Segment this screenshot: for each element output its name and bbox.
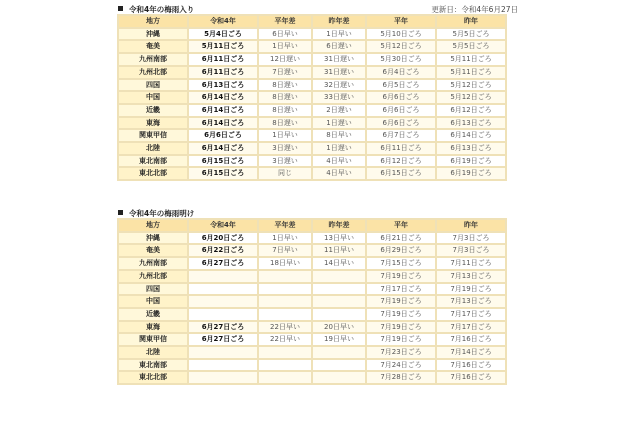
cell-diff-normal: 8日遅い: [259, 92, 311, 103]
column-header-diff-last-year: 昨年差: [313, 220, 365, 231]
table-header-row: [119, 220, 505, 231]
cell-current: [189, 271, 257, 282]
column-header-last-year: 昨年: [437, 16, 505, 27]
cell-last-year: 7月11日ごろ: [437, 258, 505, 269]
cell-region: 東海: [119, 118, 187, 129]
cell-normal: 6月29日ごろ: [367, 245, 435, 256]
cell-diff-normal: 8日遅い: [259, 105, 311, 116]
cell-normal: 7月19日ごろ: [367, 309, 435, 320]
cell-diff-last-year: 1日遅い: [313, 143, 365, 154]
cell-diff-last-year: 33日遅い: [313, 92, 365, 103]
column-header-diff-normal: 平年差: [259, 16, 311, 27]
cell-normal: 7月19日ごろ: [367, 334, 435, 345]
cell-diff-last-year: 8日早い: [313, 130, 365, 141]
cell-last-year: 7月13日ごろ: [437, 296, 505, 307]
cell-current: 6月15日ごろ: [189, 156, 257, 167]
cell-current: 6月14日ごろ: [189, 118, 257, 129]
cell-diff-last-year: [313, 284, 365, 295]
cell-diff-normal: 1日早い: [259, 130, 311, 141]
cell-region: 沖縄: [119, 233, 187, 244]
column-header-diff-last-year: 昨年差: [313, 16, 365, 27]
cell-diff-last-year: 13日早い: [313, 233, 365, 244]
cell-last-year: 7月3日ごろ: [437, 233, 505, 244]
cell-region: 奄美: [119, 41, 187, 52]
cell-last-year: 6月12日ごろ: [437, 105, 505, 116]
cell-normal: 7月19日ごろ: [367, 322, 435, 333]
cell-diff-last-year: 1日早い: [313, 29, 365, 40]
column-header-normal: 平年: [367, 16, 435, 27]
cell-last-year: 7月16日ごろ: [437, 372, 505, 383]
table-row: [119, 309, 505, 320]
square-bullet-icon: [118, 6, 123, 11]
cell-current: [189, 309, 257, 320]
cell-diff-last-year: [313, 360, 365, 371]
cell-diff-normal: 18日早い: [259, 258, 311, 269]
cell-current: 6月22日ごろ: [189, 245, 257, 256]
cell-diff-last-year: 11日早い: [313, 245, 365, 256]
table-row: [119, 372, 505, 383]
cell-last-year: 5月12日ごろ: [437, 80, 505, 91]
table-row: [119, 41, 505, 52]
cell-current: 6月14日ごろ: [189, 143, 257, 154]
cell-current: [189, 296, 257, 307]
cell-diff-normal: 6日早い: [259, 29, 311, 40]
cell-current: 6月13日ごろ: [189, 80, 257, 91]
cell-normal: 6月6日ごろ: [367, 105, 435, 116]
cell-last-year: 5月11日ごろ: [437, 67, 505, 78]
table-row: [119, 105, 505, 116]
cell-diff-normal: 8日遅い: [259, 80, 311, 91]
cell-normal: 6月15日ごろ: [367, 168, 435, 179]
cell-region: 東北北部: [119, 168, 187, 179]
end-table: [117, 218, 507, 385]
cell-diff-last-year: 4日早い: [313, 168, 365, 179]
cell-diff-normal: [259, 347, 311, 358]
cell-current: 6月20日ごろ: [189, 233, 257, 244]
cell-diff-last-year: 19日早い: [313, 334, 365, 345]
cell-normal: 6月6日ごろ: [367, 118, 435, 129]
cell-last-year: 7月13日ごろ: [437, 271, 505, 282]
column-header-current: 令和4年: [189, 16, 257, 27]
cell-current: 6月15日ごろ: [189, 168, 257, 179]
cell-region: 奄美: [119, 245, 187, 256]
cell-last-year: 7月3日ごろ: [437, 245, 505, 256]
cell-diff-last-year: 1日遅い: [313, 118, 365, 129]
cell-diff-normal: 1日早い: [259, 41, 311, 52]
cell-region: 四国: [119, 284, 187, 295]
table-row: [119, 284, 505, 295]
cell-diff-normal: [259, 360, 311, 371]
cell-last-year: 6月14日ごろ: [437, 130, 505, 141]
cell-normal: 7月19日ごろ: [367, 296, 435, 307]
cell-diff-normal: 3日遅い: [259, 143, 311, 154]
cell-last-year: 7月16日ごろ: [437, 334, 505, 345]
cell-current: 6月27日ごろ: [189, 322, 257, 333]
cell-region: 北陸: [119, 143, 187, 154]
cell-normal: 6月11日ごろ: [367, 143, 435, 154]
cell-diff-last-year: [313, 372, 365, 383]
cell-region: 中国: [119, 92, 187, 103]
table-row: [119, 258, 505, 269]
cell-last-year: 6月13日ごろ: [437, 143, 505, 154]
cell-normal: 6月21日ごろ: [367, 233, 435, 244]
cell-last-year: 7月14日ごろ: [437, 347, 505, 358]
cell-normal: 5月30日ごろ: [367, 54, 435, 65]
onset-title-text: 令和4年の梅雨入り: [129, 5, 195, 14]
table-row: [119, 334, 505, 345]
cell-diff-last-year: 20日早い: [313, 322, 365, 333]
cell-last-year: 5月5日ごろ: [437, 29, 505, 40]
table-row: [119, 271, 505, 282]
table-row: [119, 168, 505, 179]
table-row: [119, 67, 505, 78]
cell-current: 6月14日ごろ: [189, 105, 257, 116]
cell-diff-normal: 7日早い: [259, 245, 311, 256]
square-bullet-icon: [118, 210, 123, 215]
cell-diff-normal: [259, 271, 311, 282]
updated-date-text: 更新日：令和4年6月27日: [431, 5, 518, 14]
cell-region: 近畿: [119, 105, 187, 116]
column-header-last-year: 昨年: [437, 220, 505, 231]
cell-normal: 6月7日ごろ: [367, 130, 435, 141]
column-header-normal: 平年: [367, 220, 435, 231]
cell-diff-last-year: 6日遅い: [313, 41, 365, 52]
cell-diff-last-year: 2日遅い: [313, 105, 365, 116]
cell-region: 九州北部: [119, 67, 187, 78]
cell-current: 6月11日ごろ: [189, 54, 257, 65]
cell-last-year: 7月17日ごろ: [437, 322, 505, 333]
cell-diff-normal: 22日早い: [259, 334, 311, 345]
cell-current: 5月4日ごろ: [189, 29, 257, 40]
cell-last-year: 5月12日ごろ: [437, 92, 505, 103]
cell-current: 6月6日ごろ: [189, 130, 257, 141]
cell-diff-normal: [259, 309, 311, 320]
cell-region: 関東甲信: [119, 130, 187, 141]
table-row: [119, 130, 505, 141]
cell-normal: 7月19日ごろ: [367, 271, 435, 282]
table-row: [119, 118, 505, 129]
cell-normal: 7月28日ごろ: [367, 372, 435, 383]
cell-region: 九州南部: [119, 258, 187, 269]
table-row: [119, 80, 505, 91]
cell-current: 5月11日ごろ: [189, 41, 257, 52]
cell-diff-last-year: 14日早い: [313, 258, 365, 269]
cell-last-year: 5月11日ごろ: [437, 54, 505, 65]
table-row: [119, 156, 505, 167]
cell-diff-normal: 3日遅い: [259, 156, 311, 167]
table-row: [119, 296, 505, 307]
table-row: [119, 233, 505, 244]
cell-diff-normal: 12日遅い: [259, 54, 311, 65]
cell-region: 九州南部: [119, 54, 187, 65]
cell-normal: 7月15日ごろ: [367, 258, 435, 269]
cell-diff-last-year: 4日早い: [313, 156, 365, 167]
cell-region: 東北北部: [119, 372, 187, 383]
cell-region: 東北南部: [119, 156, 187, 167]
end-title-text: 令和4年の梅雨明け: [129, 209, 195, 218]
cell-normal: 7月17日ごろ: [367, 284, 435, 295]
cell-last-year: 6月19日ごろ: [437, 156, 505, 167]
cell-diff-normal: [259, 296, 311, 307]
cell-region: 四国: [119, 80, 187, 91]
cell-diff-last-year: [313, 271, 365, 282]
cell-current: [189, 284, 257, 295]
cell-region: 東北南部: [119, 360, 187, 371]
cell-normal: 6月12日ごろ: [367, 156, 435, 167]
cell-current: 6月11日ごろ: [189, 67, 257, 78]
cell-normal: 5月12日ごろ: [367, 41, 435, 52]
cell-diff-normal: 8日遅い: [259, 118, 311, 129]
column-header-region: 地方: [119, 16, 187, 27]
cell-current: [189, 347, 257, 358]
cell-diff-normal: 同じ: [259, 168, 311, 179]
cell-current: 6月27日ごろ: [189, 258, 257, 269]
table-row: [119, 29, 505, 40]
cell-normal: 7月23日ごろ: [367, 347, 435, 358]
cell-diff-last-year: 32日遅い: [313, 80, 365, 91]
cell-current: [189, 360, 257, 371]
cell-diff-last-year: [313, 347, 365, 358]
cell-last-year: 6月19日ごろ: [437, 168, 505, 179]
cell-diff-normal: 7日遅い: [259, 67, 311, 78]
cell-diff-last-year: [313, 309, 365, 320]
column-header-current: 令和4年: [189, 220, 257, 231]
cell-last-year: 5月5日ごろ: [437, 41, 505, 52]
cell-region: 東海: [119, 322, 187, 333]
cell-diff-normal: [259, 372, 311, 383]
cell-current: [189, 372, 257, 383]
cell-region: 近畿: [119, 309, 187, 320]
cell-diff-last-year: 31日遅い: [313, 54, 365, 65]
table-row: [119, 54, 505, 65]
cell-region: 北陸: [119, 347, 187, 358]
cell-normal: 6月6日ごろ: [367, 92, 435, 103]
table-row: [119, 347, 505, 358]
column-header-diff-normal: 平年差: [259, 220, 311, 231]
cell-current: 6月14日ごろ: [189, 92, 257, 103]
table-row: [119, 322, 505, 333]
cell-region: 沖縄: [119, 29, 187, 40]
cell-last-year: 7月16日ごろ: [437, 360, 505, 371]
table-header-row: [119, 16, 505, 27]
cell-region: 関東甲信: [119, 334, 187, 345]
cell-normal: 6月5日ごろ: [367, 80, 435, 91]
table-row: [119, 143, 505, 154]
cell-diff-normal: [259, 284, 311, 295]
cell-diff-last-year: 31日遅い: [313, 67, 365, 78]
cell-region: 中国: [119, 296, 187, 307]
cell-diff-normal: 22日早い: [259, 322, 311, 333]
cell-diff-last-year: [313, 296, 365, 307]
cell-current: 6月27日ごろ: [189, 334, 257, 345]
table-row: [119, 360, 505, 371]
cell-normal: 7月24日ごろ: [367, 360, 435, 371]
cell-normal: 5月10日ごろ: [367, 29, 435, 40]
column-header-region: 地方: [119, 220, 187, 231]
cell-normal: 6月4日ごろ: [367, 67, 435, 78]
table-row: [119, 245, 505, 256]
cell-last-year: 7月17日ごろ: [437, 309, 505, 320]
cell-diff-normal: 1日早い: [259, 233, 311, 244]
cell-last-year: 7月19日ごろ: [437, 284, 505, 295]
cell-last-year: 6月13日ごろ: [437, 118, 505, 129]
onset-table: [117, 14, 507, 181]
table-row: [119, 92, 505, 103]
cell-region: 九州北部: [119, 271, 187, 282]
